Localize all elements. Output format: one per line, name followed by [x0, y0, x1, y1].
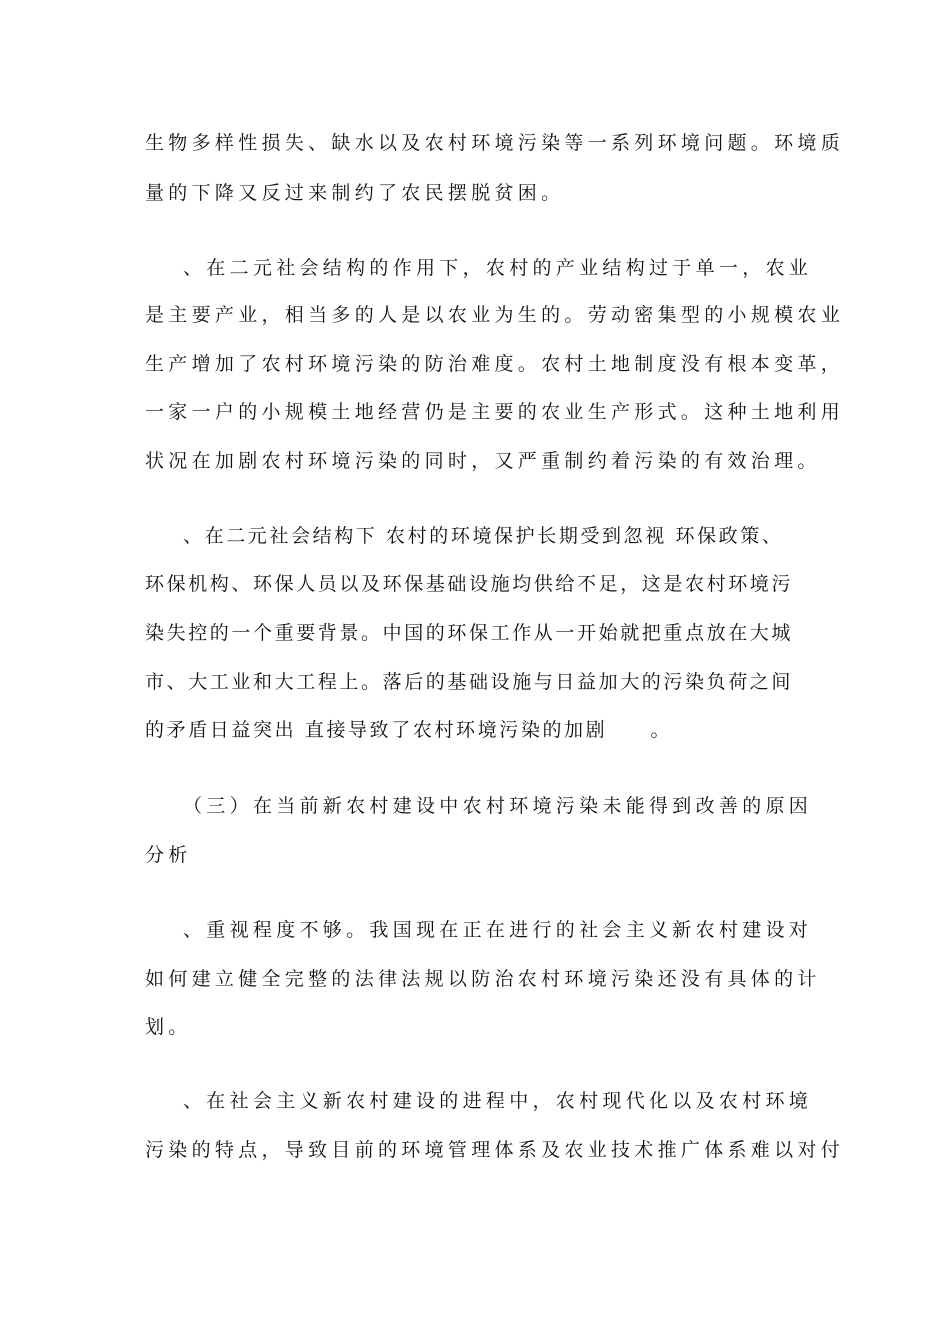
text-line: 生物多样性损失、缺水以及农村环境污染等一系列环境问题。环境质 [145, 132, 845, 154]
text-line: 、在二元社会结构下 农村的环境保护长期受到忽视 环保政策、 [183, 525, 784, 547]
text-line: 生产增加了农村环境污染的防治难度。农村土地制度没有根本变革， [145, 353, 845, 375]
text-line: 污染的特点，导致目前的环境管理体系及农业技术推广体系难以对付 [145, 1139, 845, 1161]
text-line: 量的下降又反过来制约了农民摆脱贫困。 [145, 182, 565, 204]
text-line: （三）在当前新农村建设中农村环境污染未能得到改善的原因 [183, 795, 813, 817]
text-line: 是主要产业，相当多的人是以农业为生的。劳动密集型的小规模农业 [145, 304, 845, 326]
text-line: 、重视程度不够。我国现在正在进行的社会主义新农村建设对 [183, 919, 813, 941]
text-line: 的矛盾日益突出 直接导致了农村环境污染的加剧 。 [145, 719, 673, 741]
text-line: 如何建立健全完整的法律法规以防治农村环境污染还没有具体的计 [145, 968, 821, 990]
text-line: 一家一户的小规模土地经营仍是主要的农业生产形式。这种土地利用 [145, 401, 845, 423]
text-line: 、在二元社会结构的作用下，农村的产业结构过于单一，农业 [183, 257, 813, 279]
text-line: 状况在加剧农村环境污染的同时，又严重制约着污染的有效治理。 [145, 450, 821, 472]
text-line: 、在社会主义新农村建设的进程中，农村现代化以及农村环境 [183, 1090, 813, 1112]
text-line: 染失控的一个重要背景。中国的环保工作从一开始就把重点放在大城 [145, 622, 794, 644]
text-line: 市、大工业和大工程上。落后的基础设施与日益加大的污染负荷之间 [145, 671, 794, 693]
text-line: 环保机构、环保人员以及环保基础设施均供给不足，这是农村环境污 [145, 573, 794, 595]
text-line: 分析 [145, 844, 192, 866]
text-line: 划。 [145, 1016, 192, 1038]
